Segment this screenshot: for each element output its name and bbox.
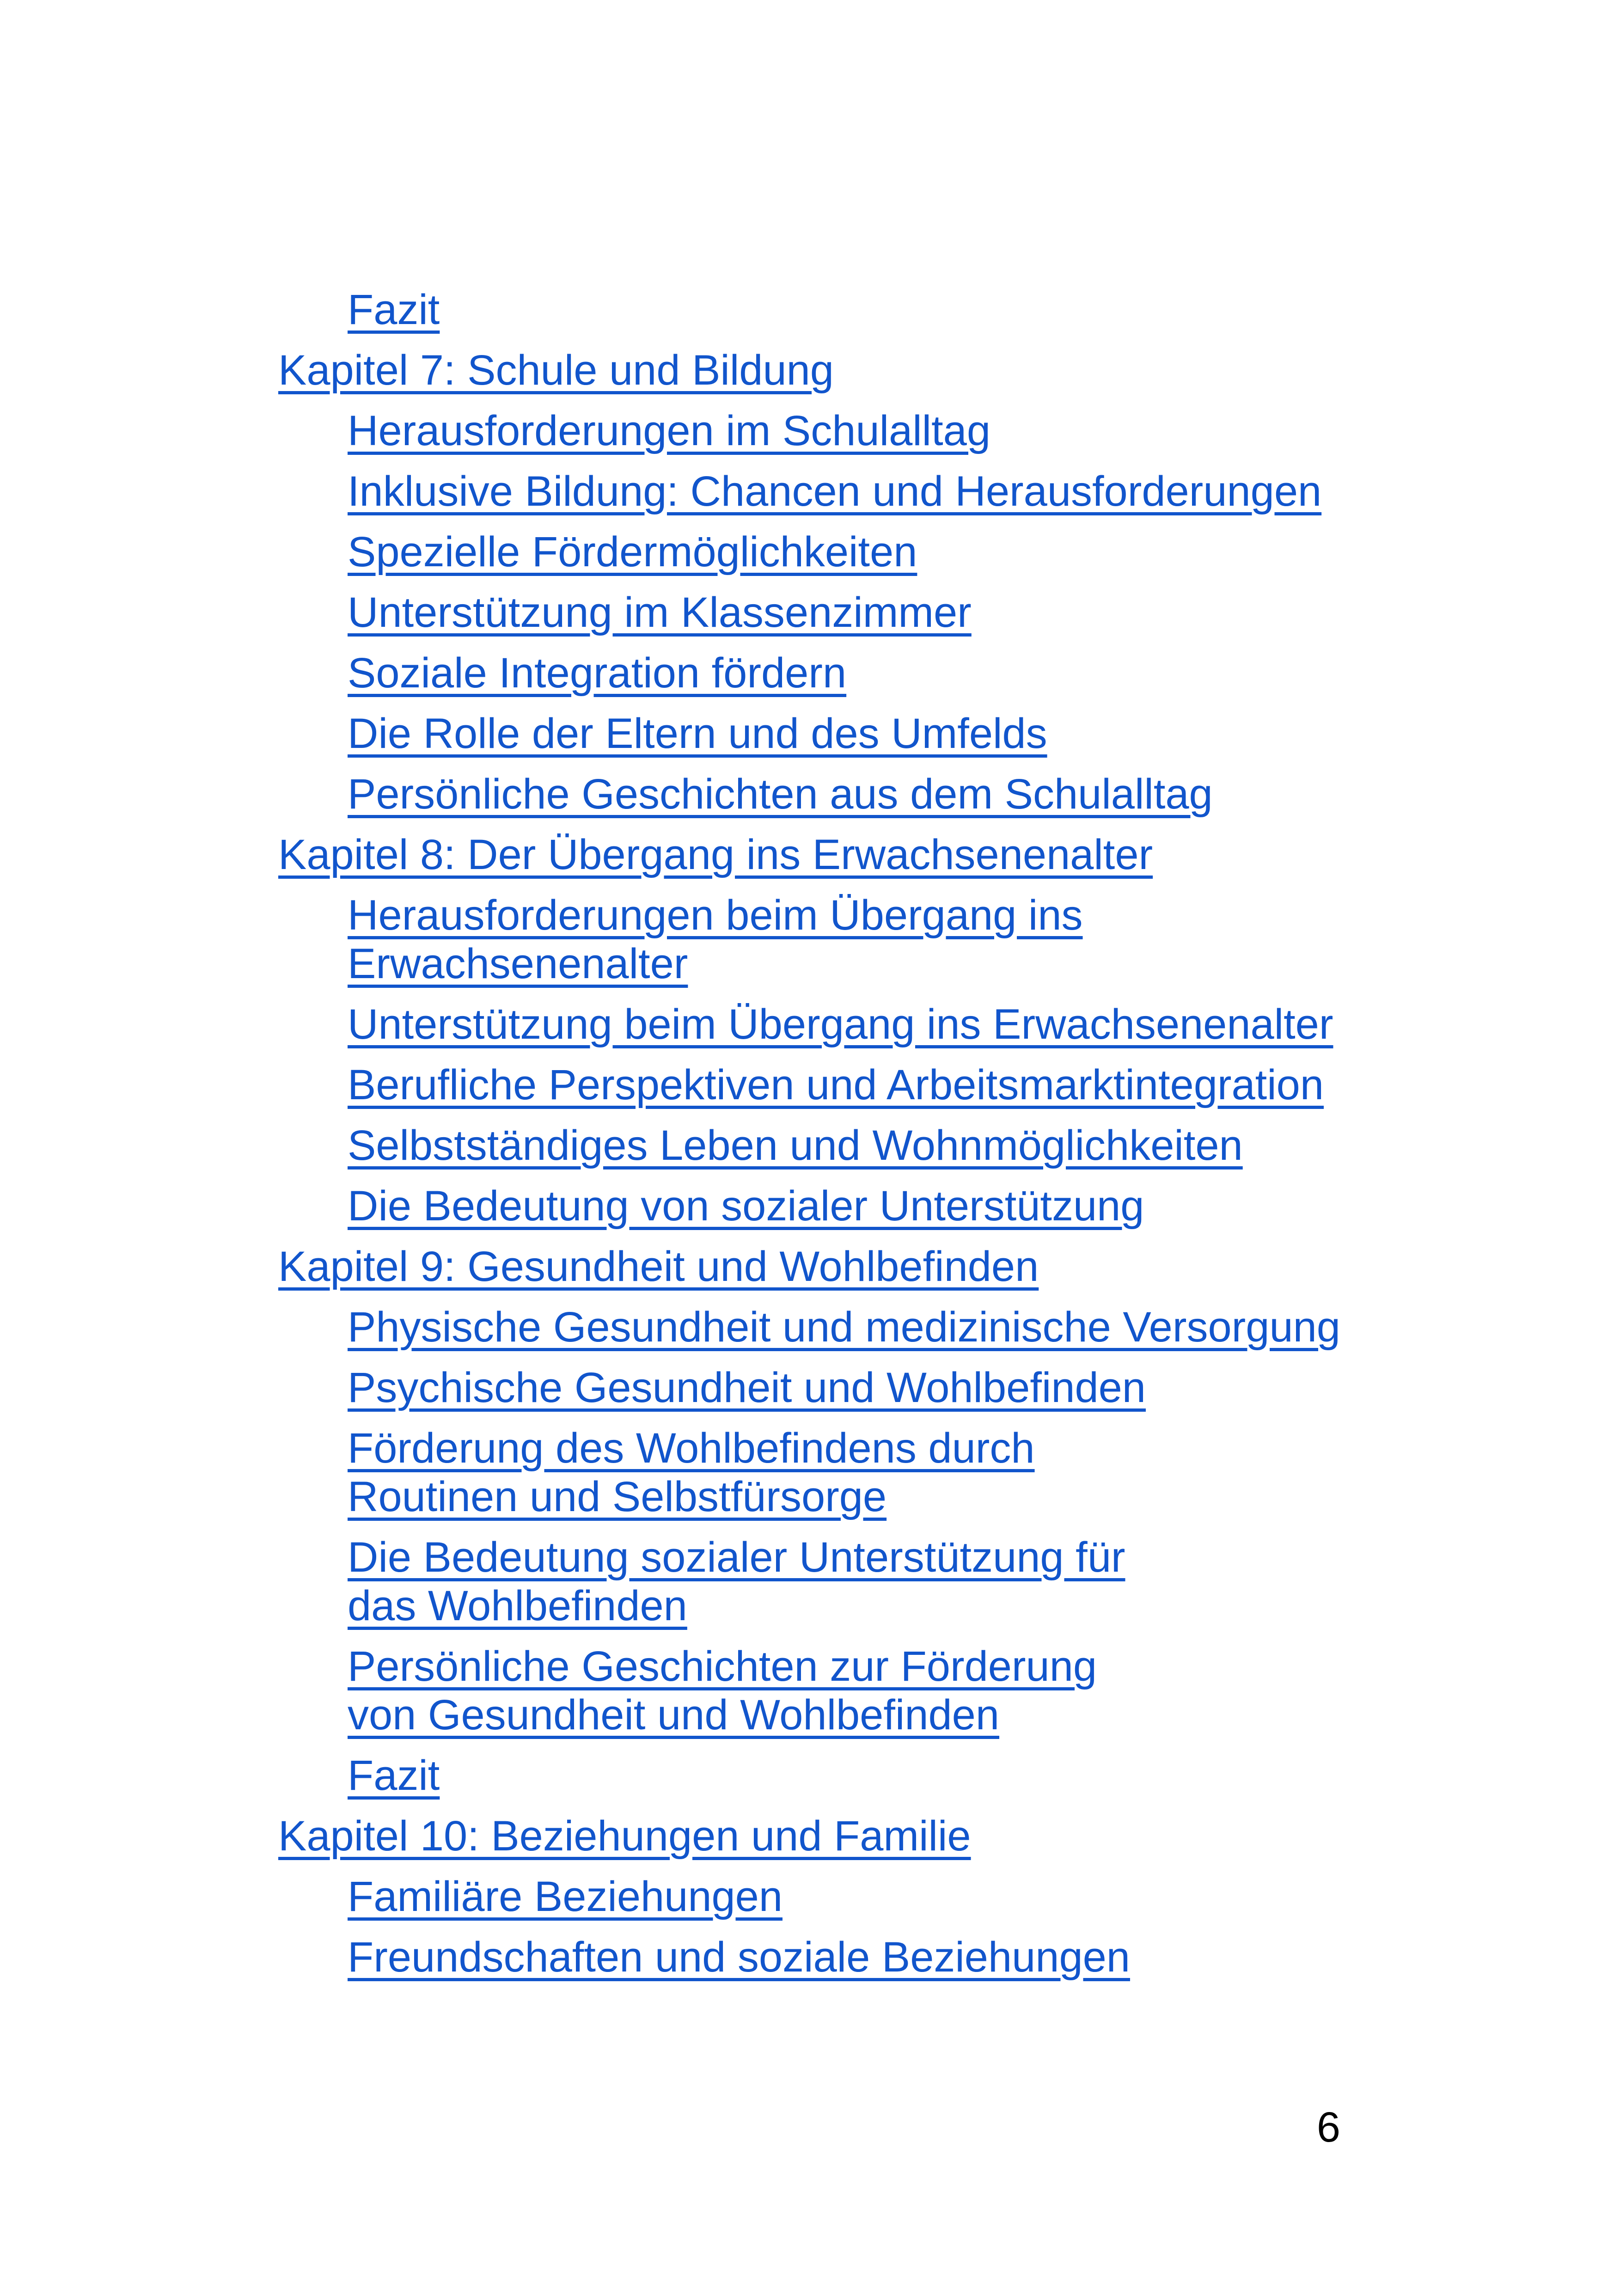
toc-link-persoenliche-geschichten-gesundheit[interactable]: Persönliche Geschichten zur Förderung von Gesundheit und Wohlbefinden bbox=[348, 1643, 1097, 1739]
toc-link-bedeutung-unterstuetzung-wohlbefinden[interactable]: Die Bedeutung sozialer Unterstützung für das Wohlbefinden bbox=[348, 1534, 1125, 1629]
toc-link-spezielle-foerdermoeglichkeiten[interactable]: Spezielle Fördermöglichkeiten bbox=[348, 528, 917, 576]
toc-link-kapitel-9[interactable]: Kapitel 9: Gesundheit und Wohlbefinden bbox=[278, 1243, 1039, 1290]
toc-link-physische-gesundheit[interactable]: Physische Gesundheit und medizinische Versorgung bbox=[348, 1304, 1340, 1351]
toc-link-kapitel-8[interactable]: Kapitel 8: Der Übergang ins Erwachsenenalter bbox=[278, 831, 1153, 878]
toc-link-unterstuetzung-klassenzimmer[interactable]: Unterstützung im Klassenzimmer bbox=[348, 589, 972, 636]
toc-link-kapitel-10[interactable]: Kapitel 10: Beziehungen und Familie bbox=[278, 1812, 971, 1860]
toc-link-freundschaften[interactable]: Freundschaften und soziale Beziehungen bbox=[348, 1934, 1130, 1981]
toc-link-bedeutung-soziale-unterstuetzung[interactable]: Die Bedeutung von sozialer Unterstützung bbox=[348, 1182, 1144, 1230]
page-number: 6 bbox=[1316, 2104, 1340, 2151]
toc-link-rolle-eltern[interactable]: Die Rolle der Eltern und des Umfelds bbox=[348, 710, 1047, 757]
toc-link-kapitel-7[interactable]: Kapitel 7: Schule und Bildung bbox=[278, 347, 834, 394]
toc-link-herausforderungen-uebergang[interactable]: Herausforderungen beim Übergang ins Erwachsenenalter bbox=[348, 892, 1083, 987]
toc-link-psychische-gesundheit[interactable]: Psychische Gesundheit und Wohlbefinden bbox=[348, 1364, 1146, 1411]
toc-link-berufliche-perspektiven[interactable]: Berufliche Perspektiven und Arbeitsmarktintegration bbox=[348, 1061, 1324, 1108]
toc-link-fazit-2[interactable]: Fazit bbox=[348, 1752, 440, 1799]
toc-link-familiaere-beziehungen[interactable]: Familiäre Beziehungen bbox=[348, 1873, 783, 1920]
toc-link-soziale-integration[interactable]: Soziale Integration fördern bbox=[348, 649, 847, 697]
toc-link-fazit[interactable]: Fazit bbox=[348, 286, 440, 333]
toc-link-unterstuetzung-uebergang[interactable]: Unterstützung beim Übergang ins Erwachsenenalter bbox=[348, 1001, 1333, 1048]
toc-link-inklusive-bildung[interactable]: Inklusive Bildung: Chancen und Herausforderungen bbox=[348, 468, 1322, 515]
toc-link-persoenliche-geschichten-schulalltag[interactable]: Persönliche Geschichten aus dem Schulalltag bbox=[348, 771, 1213, 818]
toc-link-herausforderungen-schulalltag[interactable]: Herausforderungen im Schulalltag bbox=[348, 407, 991, 454]
toc-link-foerderung-wohlbefinden[interactable]: Förderung des Wohlbefindens durch Routinen und Selbstfürsorge bbox=[348, 1425, 1035, 1520]
toc-link-selbststaendiges-leben[interactable]: Selbstständiges Leben und Wohnmöglichkeiten bbox=[348, 1122, 1243, 1169]
